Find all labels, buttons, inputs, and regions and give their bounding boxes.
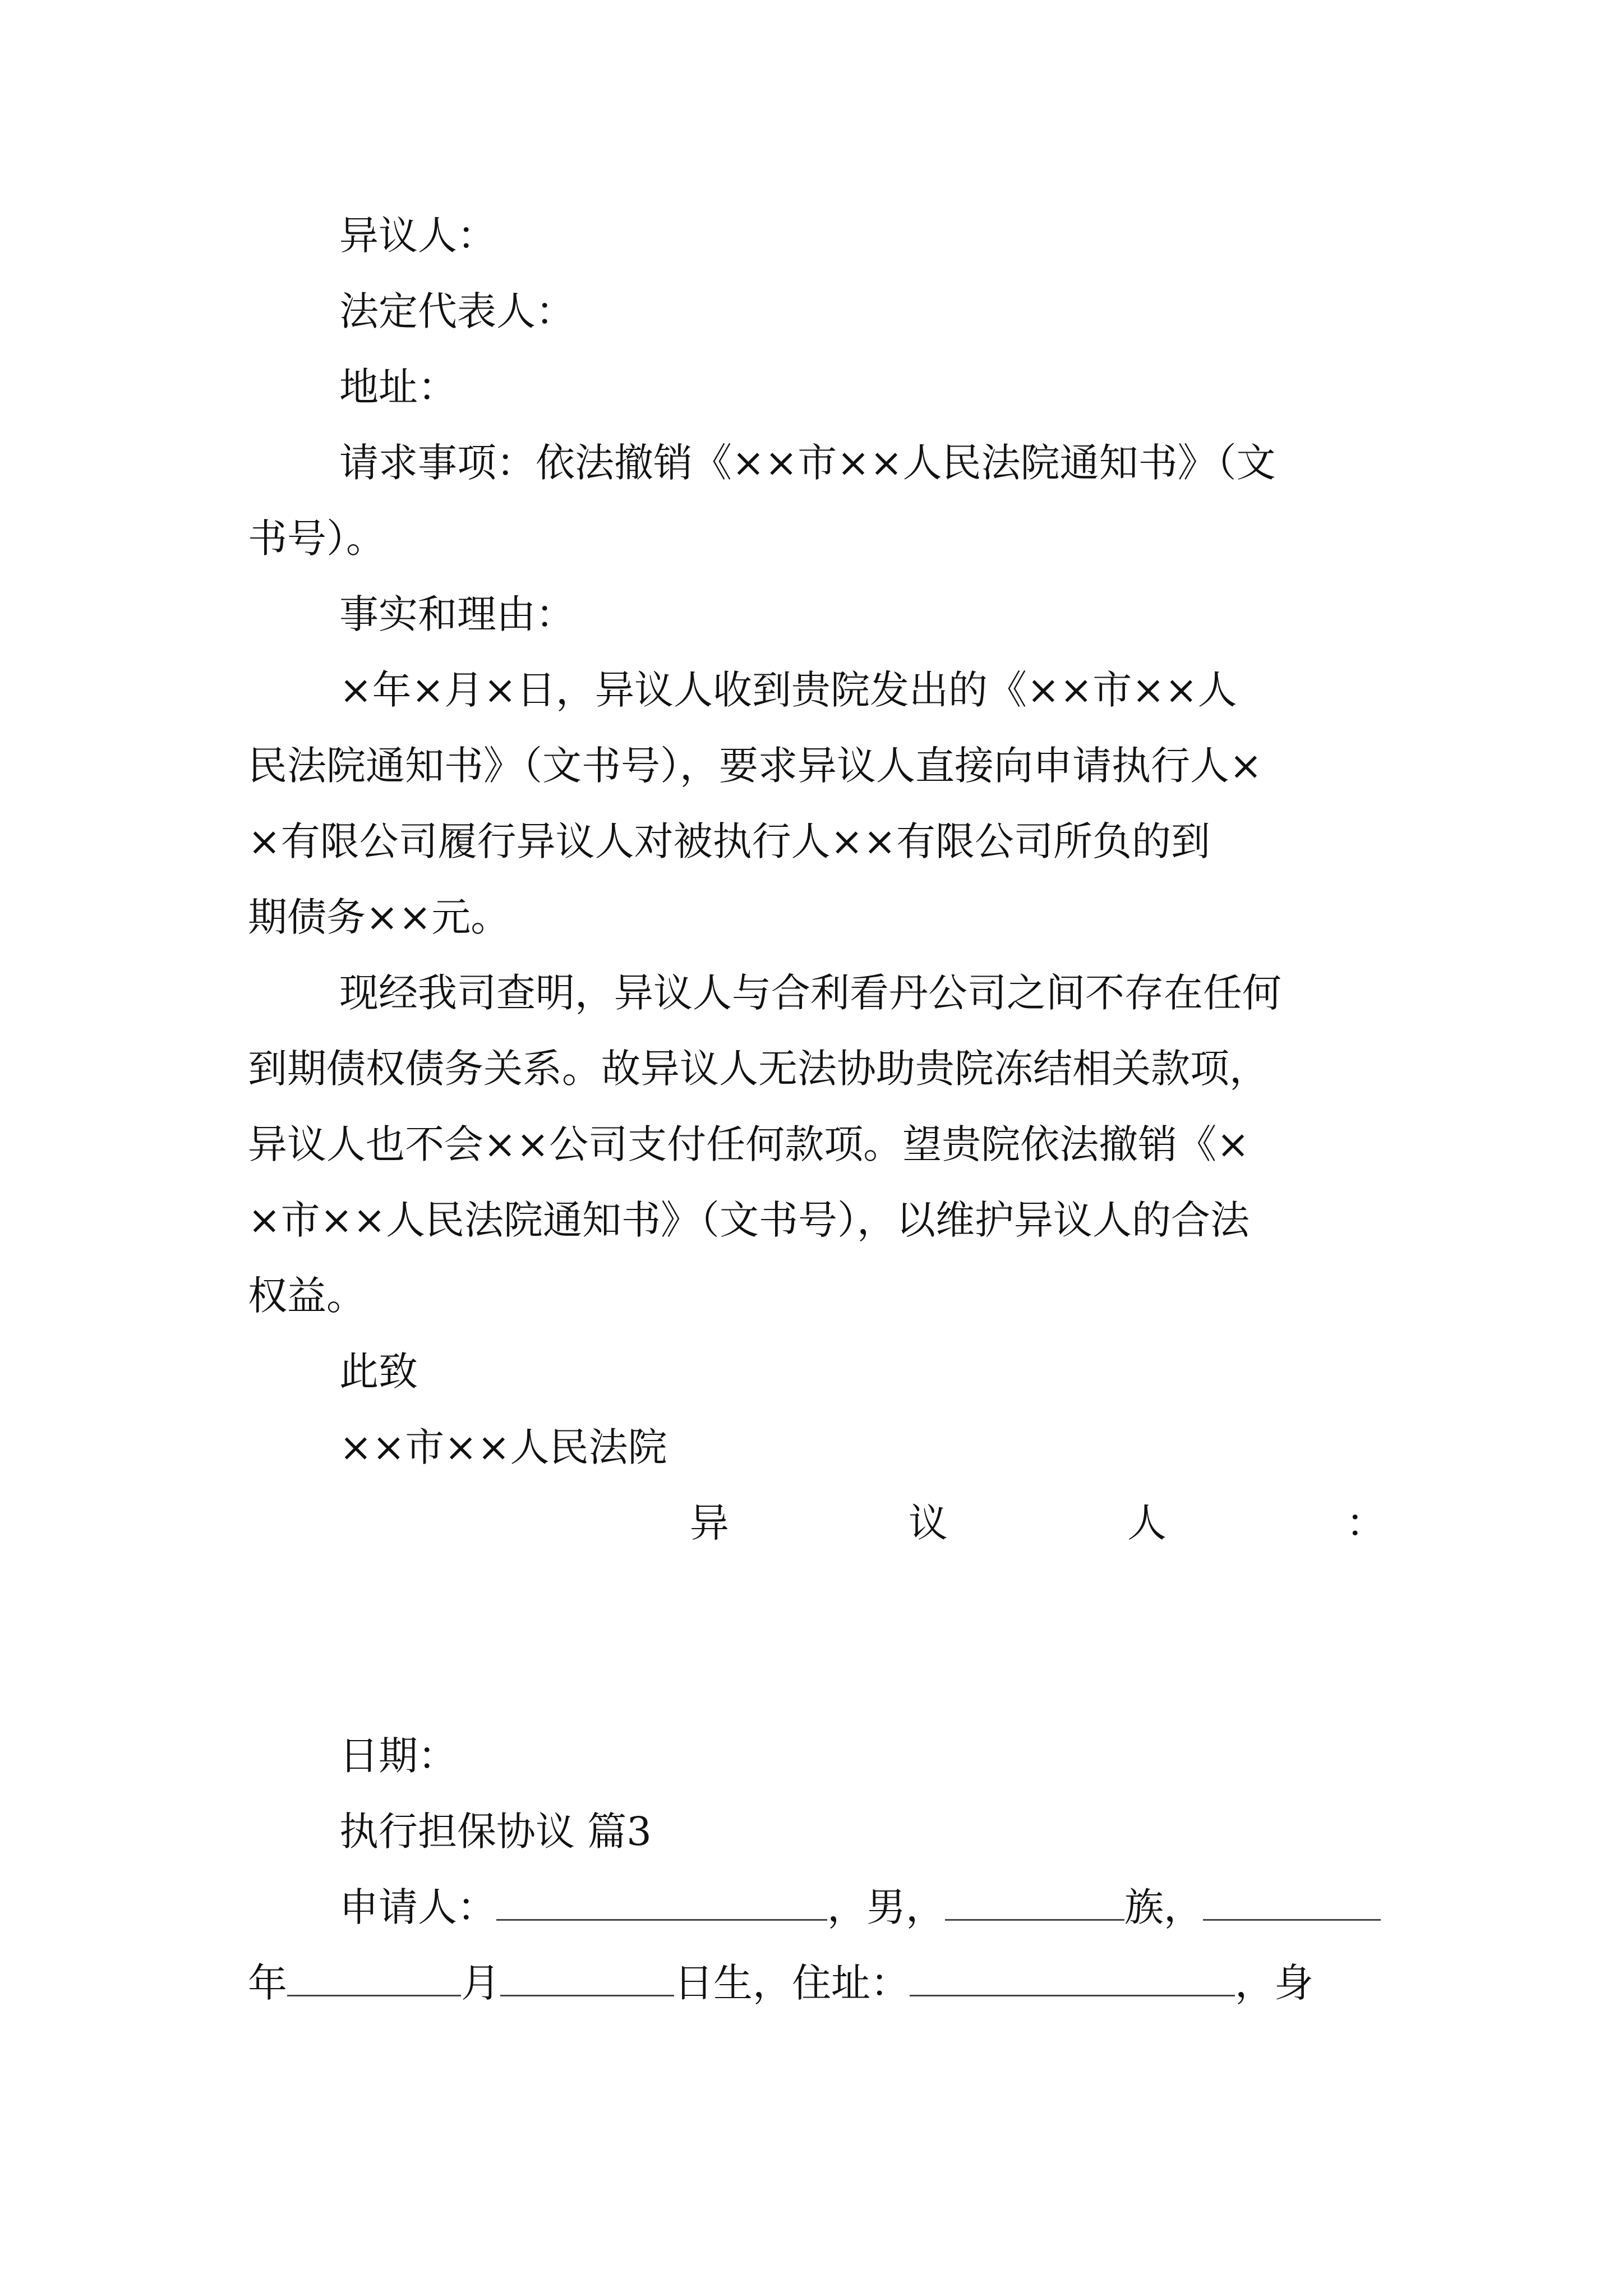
findings-line-4: ×市××人民法院通知书》（文书号），以维护异议人的合法 [248,1197,1249,1243]
day-address-text: 日生，住址： [674,1960,910,2006]
applicant-line [339,1882,1381,1932]
month-text: 月 [461,1960,500,2006]
month-blank [287,1960,461,1996]
findings-line-3: 异议人也不会××公司支付任何款项。望贵院依法撤销《× [248,1121,1249,1167]
facts-line-1: ×年×月×日，异议人收到贵院发出的《××市××人 [339,667,1237,713]
ethnicity-blank [945,1884,1124,1921]
ethnicity-text: 族， [1124,1884,1203,1930]
request-line-1: 请求事项：依法撤销《××市××人民法院通知书》（文 [339,440,1276,486]
signature-line [690,1498,1385,1548]
findings-line-2: 到期债权债务关系。故异议人无法协助贵院冻结相关款项， [248,1046,1269,1092]
request-line-2: 书号）。 [248,516,385,562]
signature-char: 人 [1127,1500,1166,1546]
gender-text: ，男， [827,1884,945,1930]
facts-line-3: ×有限公司履行异议人对被执行人××有限公司所负的到 [248,818,1210,864]
facts-line-2: 民法院通知书》（文书号），要求异议人直接向申请执行人× [248,743,1262,789]
objector-label: 异议人： [339,213,496,259]
name-blank [496,1884,827,1921]
year-text: 年 [248,1960,287,2006]
findings-line-1: 现经我司查明，异议人与合利看丹公司之间不存在任何 [339,970,1281,1016]
day-blank [500,1960,674,1996]
facts-heading: 事实和理由： [339,591,575,637]
birth-year-blank [1203,1884,1381,1921]
birth-line [248,1958,1381,2008]
date-label: 日期： [339,1733,457,1779]
facts-line-4: 期债务××元。 [248,894,510,940]
salutation: 此致 [339,1349,418,1395]
findings-line-5: 权益。 [248,1273,366,1319]
address-blank [910,1960,1235,1996]
tail-text: ，身 [1235,1960,1313,2006]
section-title: 执行担保协议 篇3 [339,1809,652,1855]
address-label: 地址： [339,364,457,410]
court-name: ××市××人民法院 [339,1424,667,1470]
legal-rep-label: 法定代表人： [339,288,575,334]
signature-char: 议 [909,1500,948,1546]
signature-char: 异 [690,1500,729,1546]
signature-char: ： [1346,1500,1385,1546]
applicant-label: 申请人： [339,1884,496,1930]
